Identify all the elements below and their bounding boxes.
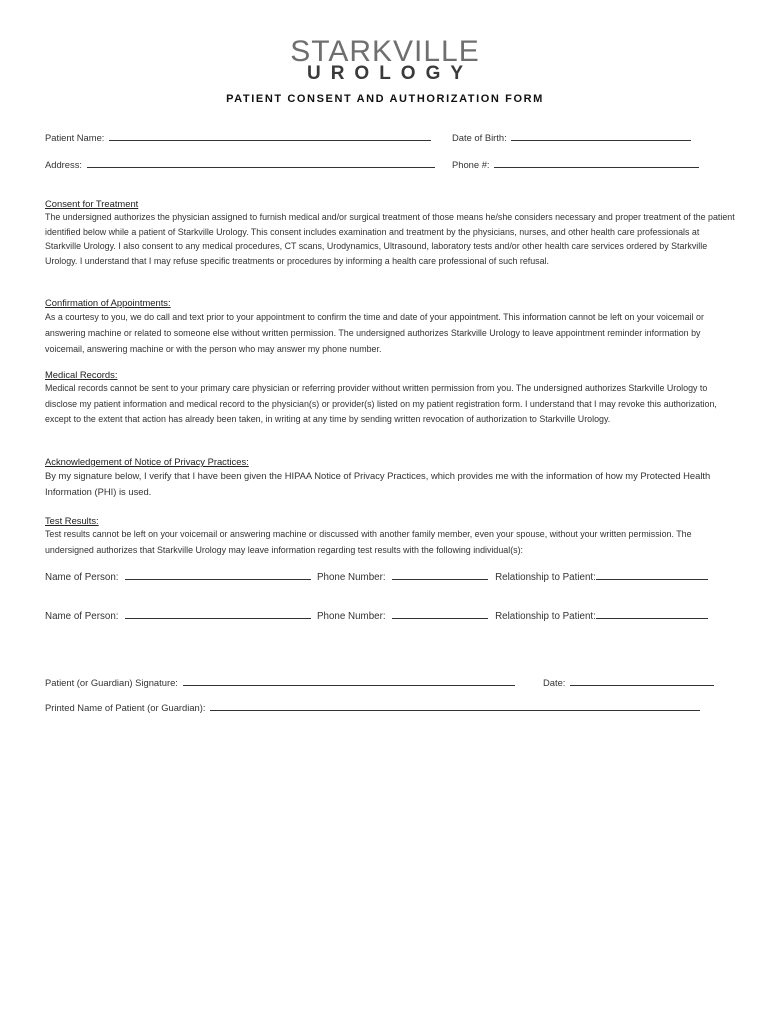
contact-row	[45, 570, 708, 583]
signature-field[interactable]	[183, 676, 515, 686]
phone-label: Phone #:	[452, 159, 490, 170]
dob-label: Date of Birth:	[452, 132, 507, 143]
contact-name-label: Name of Person:	[45, 572, 119, 583]
contact-name-label: Name of Person:	[45, 611, 119, 622]
appointments-section	[45, 296, 735, 357]
medical-records-section	[45, 368, 735, 428]
logo-top-text: STARKVILLE	[290, 35, 480, 68]
medical-records-body: Medical records cannot be sent to your primary care physician or referring provider without written permission from you. The undersigned authorizes Starkville Urology to disclose my patient information and medical record to the physician(s) or provider(s) listed on my patient registration form. I understand that I may revoke this authorization, except to the extent that action has already been taken, in writing at any time by sending written revocation of authorization to Starkville Urology.	[45, 383, 717, 424]
contact-relationship-field[interactable]	[596, 609, 708, 619]
consent-heading: Consent for Treatment	[45, 198, 139, 209]
date-label: Date:	[543, 677, 566, 688]
date-row	[543, 676, 714, 688]
address-field[interactable]	[87, 158, 435, 168]
consent-body: The undersigned authorizes the physician assigned to furnish medical and/or surgical treatment of those means he/she considers necessary and proper treatment of the patient identified below while a patient of Starkville Urology. This consent includes examination and treatment by the physicians, nurses, and other health care professionals at Starkville Urology. I also consent to any medical procedures, CT scans, Urodynamics, Ultrasound, laboratory tests and/or other health care services ordered by Starkville Urology. I understand that I may refuse specific treatments or procedures by informing a health care professional of such refusal.	[45, 212, 735, 266]
signature-row	[45, 676, 515, 688]
consent-section	[45, 197, 735, 268]
contact-relationship-field[interactable]	[596, 570, 708, 580]
phone-field[interactable]	[494, 158, 699, 168]
contact-name-field[interactable]	[125, 609, 311, 619]
patient-name-field[interactable]	[109, 131, 431, 141]
contact-phone-field[interactable]	[392, 609, 488, 619]
test-results-section	[45, 514, 735, 558]
dob-row	[452, 131, 691, 143]
contact-phone-label: Phone Number:	[316, 572, 386, 583]
contact-phone-label: Phone Number:	[316, 611, 386, 622]
printed-name-field[interactable]	[210, 701, 700, 711]
contact-phone-field[interactable]	[392, 570, 488, 580]
contact-name-field[interactable]	[125, 570, 311, 580]
address-row	[45, 158, 435, 170]
signature-label: Patient (or Guardian) Signature:	[45, 677, 178, 688]
logo-bottom-text: UROLOGY	[306, 63, 474, 84]
medical-records-heading: Medical Records:	[45, 369, 118, 380]
privacy-body: By my signature below, I verify that I have been given the HIPAA Notice of Privacy Practices, which provides me with the information of how my Protected Health Information (PHI) is used.	[45, 470, 711, 497]
address-label: Address:	[45, 159, 82, 170]
contact-relationship-label: Relationship to Patient:	[495, 572, 596, 583]
patient-name-label: Patient Name:	[45, 132, 105, 143]
test-results-body: Test results cannot be left on your voicemail or answering machine or discussed with another family member, even your spouse, without your written permission. The undersigned authorizes that Starkville Urology may leave information regarding test results with the following individual(s):	[45, 529, 692, 555]
dob-field[interactable]	[511, 131, 691, 141]
form-title: PATIENT CONSENT AND AUTHORIZATION FORM	[226, 93, 544, 105]
practice-logo	[0, 37, 770, 83]
contact-row	[45, 609, 708, 622]
printed-name-label: Printed Name of Patient (or Guardian):	[45, 702, 206, 713]
privacy-heading: Acknowledgement of Notice of Privacy Practices:	[45, 456, 249, 467]
appointments-body: As a courtesy to you, we do call and text prior to your appointment to confirm the time and date of your appointment. This information cannot be left on your voicemail or answering machine or related to someone else without written permission. The undersigned authorizes Starkville Urology to leave appointment reminder information by voicemail, answering machine or with the person who may answer my phone number.	[45, 312, 704, 354]
contact-relationship-label: Relationship to Patient:	[495, 611, 596, 622]
test-results-heading: Test Results:	[45, 515, 99, 526]
printed-name-row	[45, 701, 700, 713]
date-field[interactable]	[570, 676, 714, 686]
patient-name-row	[45, 131, 431, 143]
phone-row	[452, 158, 699, 170]
appointments-heading: Confirmation of Appointments:	[45, 297, 171, 308]
privacy-section	[45, 455, 735, 500]
